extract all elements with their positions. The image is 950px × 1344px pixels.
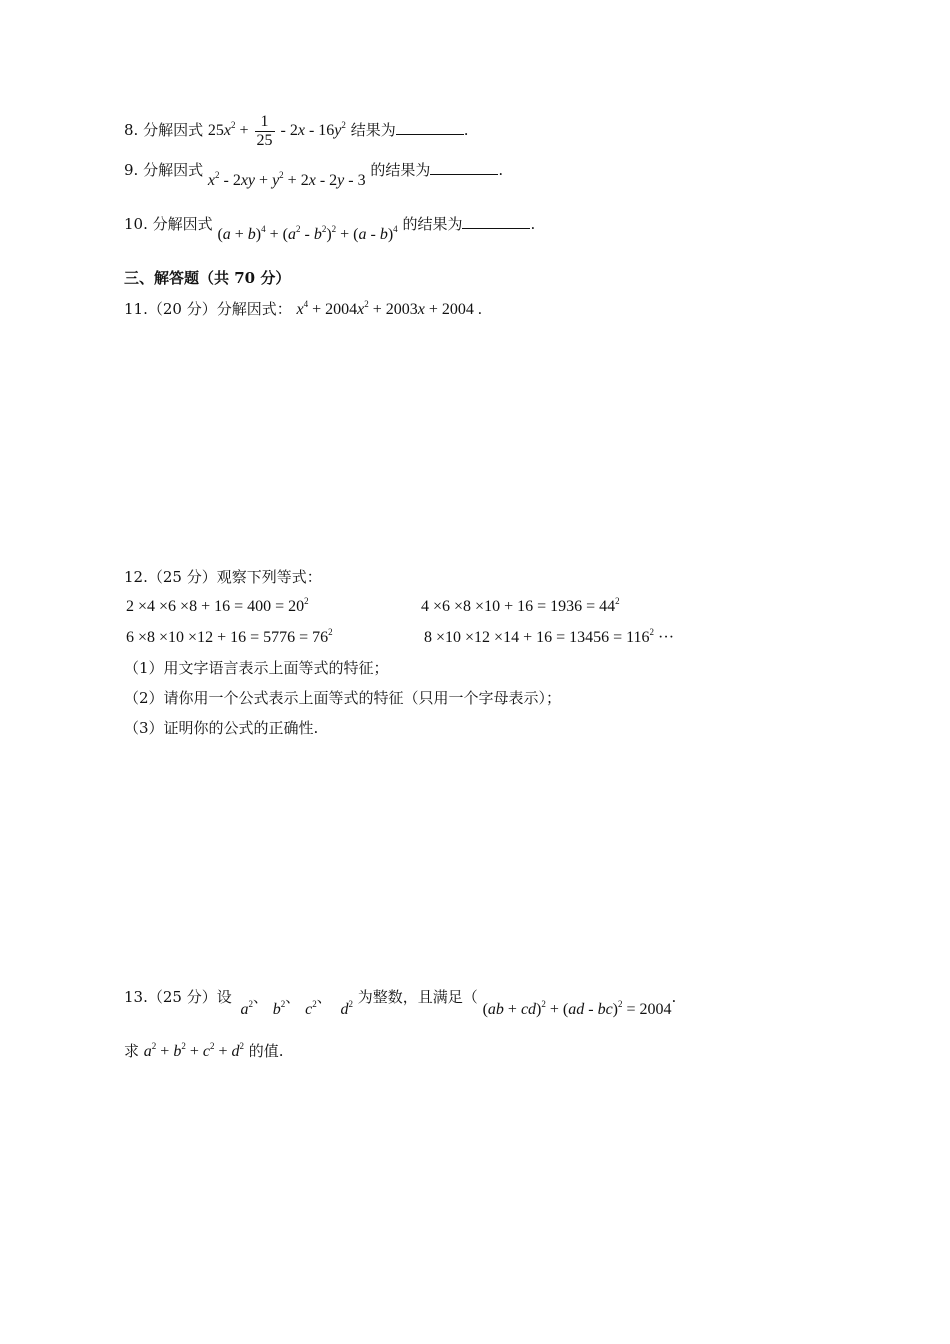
question-8: 8. 分解因式 $25x^2$ + $\frac{1}{25}$ - $2x - 16y^2$ 结果为 . [124,113,469,149]
q13-label: 13.（25 分）设 [124,988,232,1006]
q13-ask [124,1041,284,1062]
equation-1: $2 \times 4 \times 6 \times 8 + 16 = 400 = 20^2$ [126,596,309,615]
q12-part-2: （2）请你用一个公式表示上面等式的特征（只用一个字母表示）； [124,689,562,707]
q12-label: 12.（25 分）观察下列等式： [124,568,322,586]
equation-2: $4 \times 6 \times 8 \times 10 + 16 = 1936 = 44^2$ [421,596,620,615]
var-c2: $c^2$ [305,999,317,1018]
var-b2: $b^2$ [272,999,286,1018]
section-title: 三、解答题（共 70 分） [124,269,291,287]
q13-ask-suffix: 的值. [248,1042,284,1060]
q10-number: 10. [124,215,148,233]
q13-mid: 为整数，且满足（ [357,988,478,1006]
q8-number: 8. [124,121,139,140]
q11-label: 11.（20 分）分解因式： [124,300,292,318]
question-13: 13.（25 分）设 $a^2$、 $b^2$、 $c^2$、 $d^2$ 为整数，且满足（ (ab + cd)$^2$ + (ad - bc)$^2$ = 2004. [124,988,677,1018]
q13-ask-expression: $a^2 + b^2 + c^2 + d^2$ [143,1041,244,1060]
q13-condition: (ab + cd)$^2$ + (ad - bc)$^2$ = 2004 [482,999,672,1018]
q10-expression: $(a + b)^4 + (a^2 - b^2)^2 + (a - b)^4$ [217,224,398,243]
equation-4: $8 \times 10 \times 12 \times 14 + 16 = 13456 = 116^2$ ··· [424,627,675,646]
q9-number: 9. [124,161,139,179]
question-9: 9. 分解因式 $x^2 - 2xy + y^2 + 2x - 2y - 3$ 的结果为 . [124,161,504,189]
q9-expression: $x^2 - 2xy + y^2 + 2x - 2y - 3$ [207,170,366,189]
fraction: $\frac{1}{25}$ [256,113,273,149]
question-11 [124,299,482,320]
answer-blank[interactable] [462,214,530,229]
answer-blank[interactable] [430,160,498,175]
var-a2: $a^2$ [240,999,253,1018]
q12-part-1: （1）用文字语言表示上面等式的特征； [124,659,389,677]
equation-3: $6 \times 8 \times 10 \times 12 + 16 = 5776 = 76^2$ [126,627,333,646]
q9-prefix: 分解因式 [143,161,204,179]
q8-suffix: 结果为 [350,121,396,140]
q12-part-3: （3）证明你的公式的正确性. [124,719,319,737]
q9-suffix: 的结果为 [370,161,431,179]
q10-suffix: 的结果为 [402,215,463,233]
q11-expression: $x^4 + 2004x^2 + 2003x + 2004$ . [296,299,482,318]
var-d2: $d^2$ [340,999,353,1018]
q8-expression: $25x^2$ + $\frac{1}{25}$ - $2x - 16y^2$ [207,113,346,149]
q10-prefix: 分解因式 [152,215,213,233]
q8-prefix: 分解因式 [143,121,204,140]
q13-ask-prefix: 求 [124,1042,140,1060]
question-10: 10. 分解因式 $(a + b)^4 + (a^2 - b^2)^2 + (a - b)^4$ 的结果为 . [124,215,536,243]
answer-blank[interactable] [396,120,464,135]
